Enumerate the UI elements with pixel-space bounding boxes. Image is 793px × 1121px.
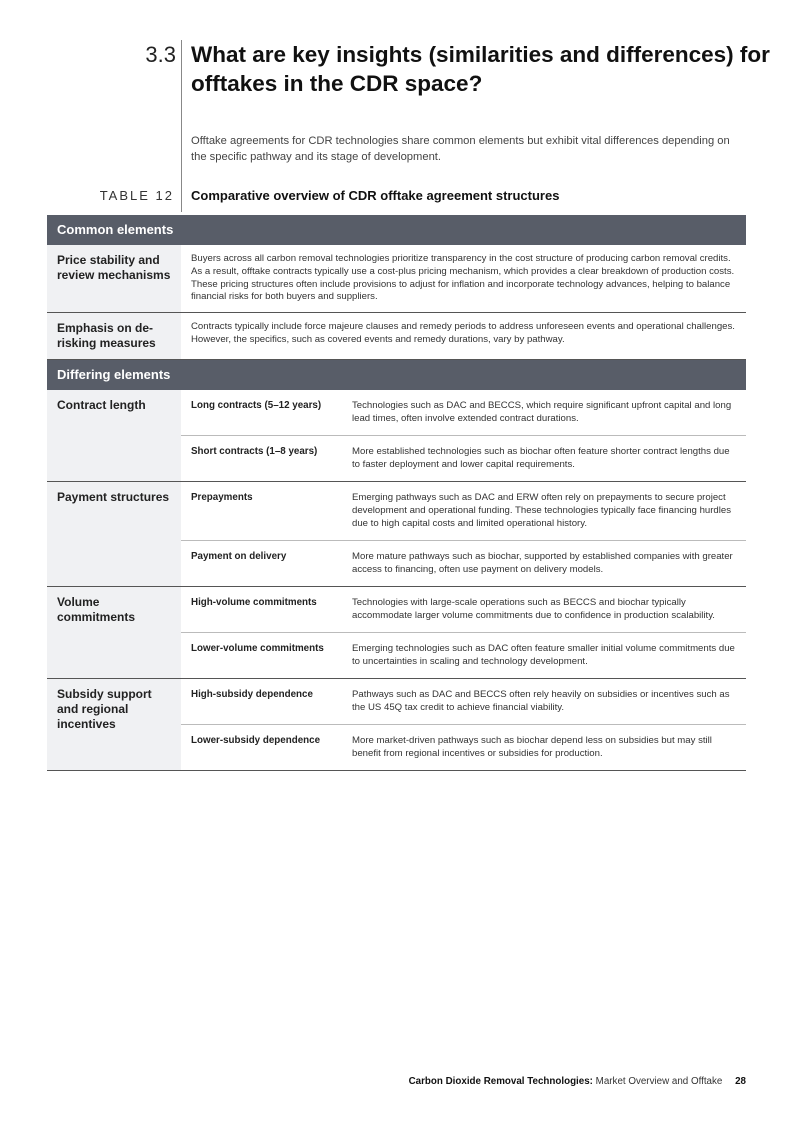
sub-label: Prepayments bbox=[191, 492, 253, 504]
table-row bbox=[47, 482, 746, 587]
footer-report-title: Carbon Dioxide Removal Technologies: bbox=[408, 1076, 593, 1087]
page-number: 28 bbox=[735, 1076, 746, 1087]
sub-label: Long contracts (5–12 years) bbox=[191, 400, 322, 412]
comparison-table bbox=[47, 215, 746, 771]
table-row bbox=[47, 587, 746, 679]
sub-text: Emerging technologies such as DAC often feature smaller initial volume commitments due to uncertainties in scaling and technology development. bbox=[352, 643, 735, 668]
differing-elements-heading: Differing elements bbox=[47, 360, 746, 390]
sub-label: High-volume commitments bbox=[191, 597, 317, 609]
sub-row bbox=[181, 482, 746, 541]
row-text: Contracts typically include force majeure clauses and remedy periods to address unforeseen events and operational challenges. However, the specifics, such as covered events and remedy durations, vary by pathway. bbox=[191, 321, 735, 345]
sub-text: More market-driven pathways such as biochar depend less on subsidies but may still benefit from regional incentives or subsidies for production. bbox=[352, 735, 712, 760]
row-label: Emphasis on de-risking measures bbox=[47, 313, 181, 359]
sub-row bbox=[181, 633, 746, 678]
sub-label: High-subsidy dependence bbox=[191, 689, 313, 701]
sub-row bbox=[181, 679, 746, 725]
row-label: Subsidy support and regional incentives bbox=[47, 679, 181, 770]
sub-row bbox=[181, 436, 746, 481]
table-row bbox=[47, 679, 746, 771]
sub-text: Technologies such as DAC and BECCS, which require significant upfront capital and long lead times, often involve extended contract durations. bbox=[352, 400, 732, 425]
page-title: What are key insights (similarities and differences) for offtakes in the CDR space? bbox=[191, 42, 770, 96]
table-row bbox=[47, 313, 746, 360]
section-number: 3.3 bbox=[145, 42, 176, 67]
row-label: Payment structures bbox=[47, 482, 181, 586]
sub-label: Lower-subsidy dependence bbox=[191, 735, 321, 747]
sub-text: Pathways such as DAC and BECCS often rely heavily on subsidies or incentives such as the US 45Q tax credit to achieve financial viability. bbox=[352, 689, 730, 714]
sub-row bbox=[181, 541, 746, 586]
table-title: Comparative overview of CDR offtake agreement structures bbox=[191, 188, 560, 203]
page-footer bbox=[300, 1076, 746, 1087]
common-elements-heading: Common elements bbox=[47, 215, 746, 245]
sub-label: Payment on delivery bbox=[191, 551, 287, 563]
row-text: Buyers across all carbon removal technologies prioritize transparency in the cost structure of producing carbon removal credits. As a result, offtake contracts typically use a cost-plus pricing mechanism, which provides a clear breakdown of production costs. These pricing structures often include provisions to adjust for inflation and incorporate technology advances, helping to balance financial risks for both buyers and suppliers. bbox=[191, 253, 735, 303]
sub-row bbox=[181, 390, 746, 436]
row-label: Volume commitments bbox=[47, 587, 181, 678]
table-label: TABLE 12 bbox=[99, 188, 174, 203]
sub-text: Technologies with large-scale operations such as BECCS and biochar typically accommodate larger volume commitments due to confidence in production scalability. bbox=[352, 597, 715, 622]
sub-text: More established technologies such as biochar often feature shorter contract lengths due to faster deployment and lower capital requirements. bbox=[352, 446, 730, 471]
sub-text: More mature pathways such as biochar, supported by established companies with greater access to financing, often use payment on delivery models. bbox=[352, 551, 733, 576]
table-row bbox=[47, 245, 746, 313]
row-label: Price stability and review mechanisms bbox=[47, 245, 181, 312]
sub-text: Emerging pathways such as DAC and ERW often rely on prepayments to secure project development and operational funding. These technologies typically face financing hurdles due to high capital costs and limited operational history. bbox=[352, 492, 732, 530]
sub-label: Short contracts (1–8 years) bbox=[191, 446, 318, 458]
intro-paragraph: Offtake agreements for CDR technologies share common elements but exhibit vital differences depending on the specific pathway and its stage of development. bbox=[191, 135, 730, 163]
sub-row bbox=[181, 725, 746, 770]
header-divider bbox=[181, 40, 182, 212]
row-label: Contract length bbox=[47, 390, 181, 481]
sub-label: Lower-volume commitments bbox=[191, 643, 324, 655]
footer-report-subtitle: Market Overview and Offtake bbox=[595, 1076, 723, 1087]
sub-row bbox=[181, 587, 746, 633]
table-row bbox=[47, 390, 746, 482]
